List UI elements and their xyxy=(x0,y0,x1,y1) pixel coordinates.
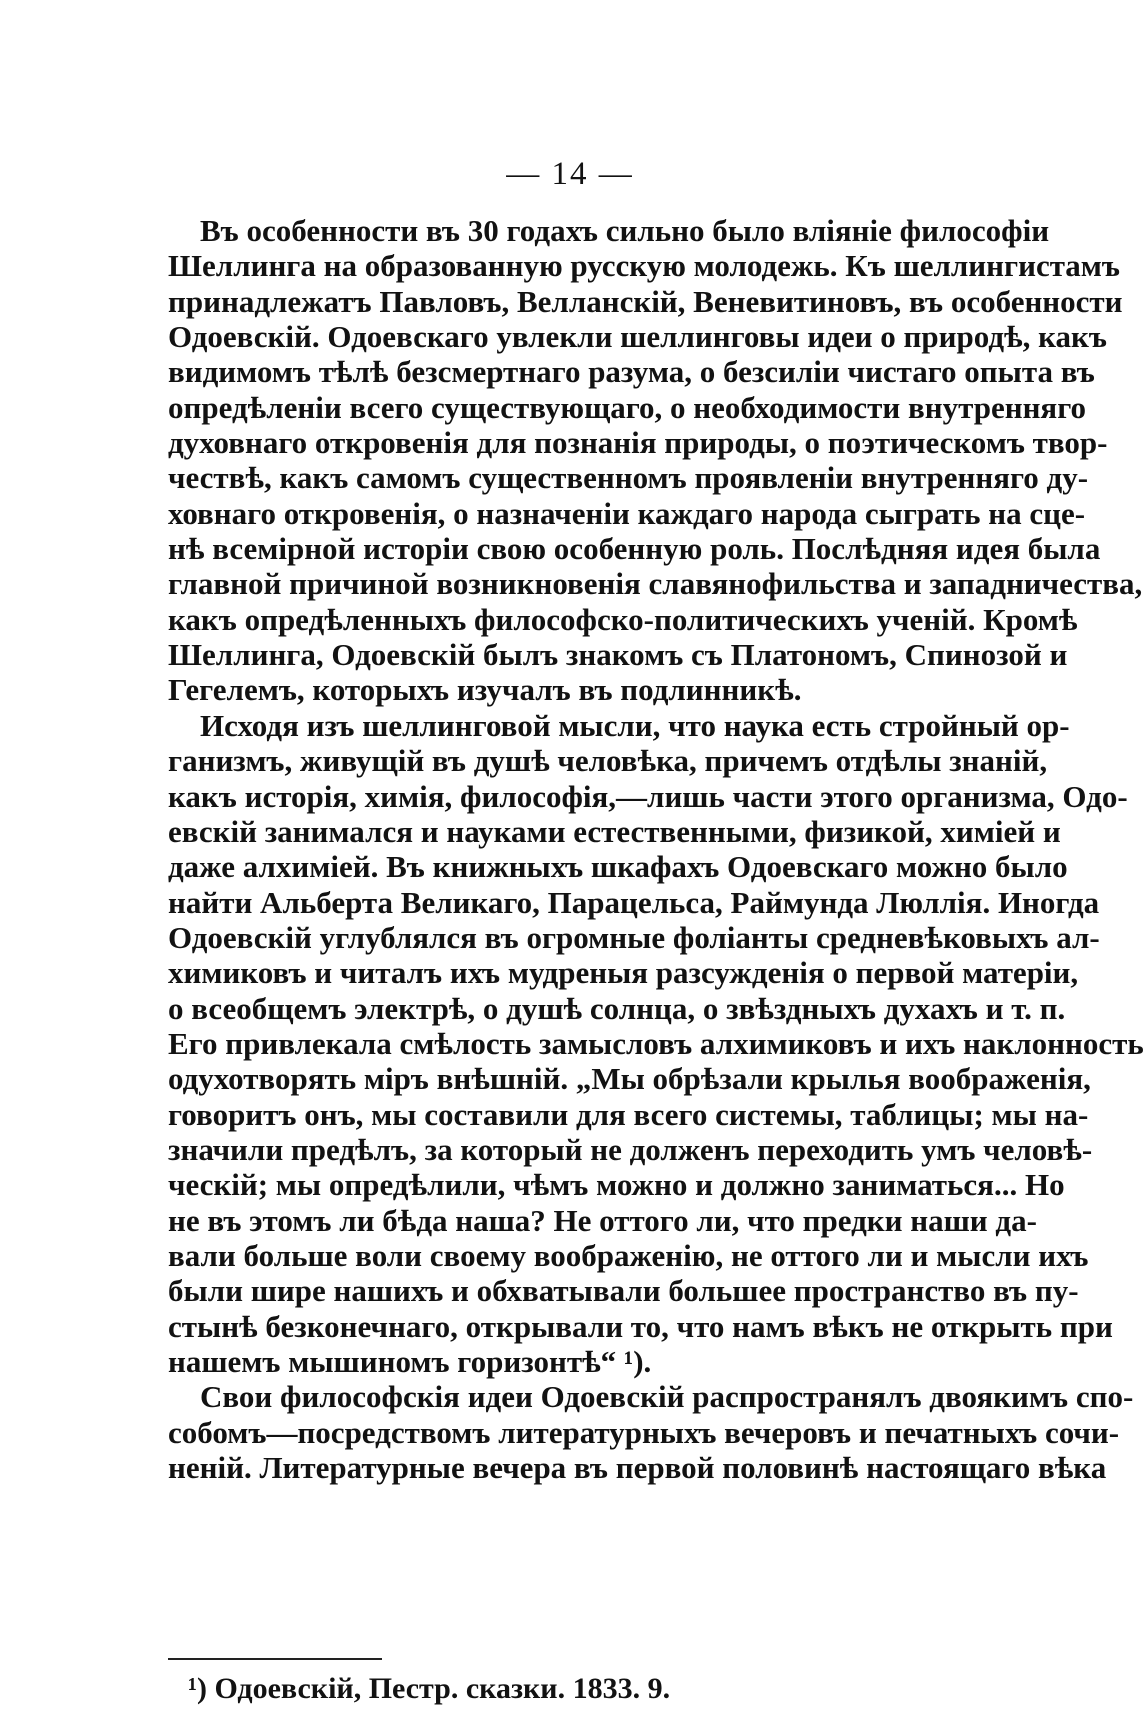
footnote-marker: ¹) xyxy=(188,1672,207,1705)
text-line: видимомъ тѣлѣ безсмертнаго разума, о безсиліи чистаго опыта въ xyxy=(168,354,1095,390)
body-text xyxy=(168,213,1144,1486)
text-line: Свои философскія идеи Одоевскій распространялъ двоякимъ спо- xyxy=(200,1379,1134,1415)
paragraph xyxy=(168,707,1144,1380)
text-line: даже алхиміей. Въ книжныхъ шкафахъ Одоевскаго можно было xyxy=(168,849,1068,885)
paragraph xyxy=(168,213,1143,708)
text-line: духовнаго откровенія для познанія природы, о поэтическомъ твор- xyxy=(168,425,1108,461)
text-line: стынѣ безконечнаго, открывали то, что намъ вѣкъ не открыть при xyxy=(168,1308,1113,1344)
text-line: принадлежатъ Павловъ, Велланскій, Веневитиновъ, въ особенности xyxy=(168,283,1123,319)
text-line: значили предѣлъ, за который не долженъ переходить умъ человѣ- xyxy=(168,1131,1093,1167)
text-line: химиковъ и читалъ ихъ мудреныя разсужденія о первой матеріи, xyxy=(168,955,1079,991)
text-line: Въ особенности въ 30 годахъ сильно было вліяніе философіи xyxy=(200,213,1050,248)
footnote-divider xyxy=(168,1658,382,1660)
text-line: какъ опредѣленныхъ философско-политическихъ ученій. Кромѣ xyxy=(168,601,1078,637)
footnote-text: Одоевскій, Пестр. сказки. 1833. 9. xyxy=(214,1672,671,1705)
text-line: были шире нашихъ и обхватывали большее пространство въ пу- xyxy=(168,1273,1079,1309)
text-line: Гегелемъ, которыхъ изучалъ въ подлинникѣ. xyxy=(168,672,802,708)
footnote xyxy=(188,1672,670,1706)
text-line: Одоевскій углублялся въ огромные фоліанты средневѣковыхъ ал- xyxy=(168,919,1100,955)
text-line: нашемъ мышиномъ горизонтѣ“ ¹). xyxy=(168,1344,652,1379)
text-line: собомъ—посредствомъ литературныхъ вечеровъ и печатныхъ сочи- xyxy=(168,1414,1120,1450)
text-line: говоритъ онъ, мы составили для всего системы, таблицы; мы на- xyxy=(168,1096,1089,1132)
text-line: Шеллинга, Одоевскій былъ знакомъ съ Платономъ, Спинозой и xyxy=(168,637,1068,673)
text-line: о всеобщемъ электрѣ, о душѣ солнца, о звѣздныхъ духахъ и т. п. xyxy=(168,990,1066,1026)
text-line: Одоевскій. Одоевскаго увлекли шеллинговы идеи о природѣ, какъ xyxy=(168,319,1107,355)
text-line: вали больше воли своему воображенію, не оттого ли и мысли ихъ xyxy=(168,1237,1089,1273)
text-line: Его привлекала смѣлость замысловъ алхимиковъ и ихъ наклонность xyxy=(168,1025,1144,1061)
page-number: — 14 — xyxy=(506,156,634,192)
text-line: ганизмъ, живущій въ душѣ человѣка, причемъ отдѣлы знаній, xyxy=(168,743,1048,779)
text-line: главной причиной возникновенія славянофильства и западничества, xyxy=(168,566,1143,602)
text-line: одухотворять міръ внѣшній. „Мы обрѣзали крылья воображенія, xyxy=(168,1061,1091,1097)
text-line: ховнаго откровенія, о назначеніи каждаго народа сыграть на сце- xyxy=(168,495,1086,531)
text-line: неній. Литературные вечера въ первой половинѣ настоящаго вѣка xyxy=(168,1450,1107,1486)
text-line: чествѣ, какъ самомъ существенномъ проявленіи внутренняго ду- xyxy=(168,460,1089,496)
text-line: какъ исторія, химія, философія,—лишь части этого организма, Одо- xyxy=(168,778,1128,814)
text-line: нѣ всемірной исторіи свою особенную роль. Послѣдняя идея была xyxy=(168,531,1101,567)
text-line: не въ этомъ ли бѣда наша? Не оттого ли, что предки наши да- xyxy=(168,1202,1037,1238)
paragraph xyxy=(168,1379,1134,1486)
text-line: опредѣленіи всего существующаго, о необходимости внутренняго xyxy=(168,389,1087,425)
text-line: ческій; мы опредѣлили, чѣмъ можно и должно заниматься... Но xyxy=(168,1167,1065,1203)
text-line: евскій занимался и науками естественными, физикой, химіей и xyxy=(168,813,1061,849)
text-line: найти Альберта Великаго, Парацельса, Раймунда Люллія. Иногда xyxy=(168,884,1100,920)
text-line: Исходя изъ шеллинговой мысли, что наука есть стройный ор- xyxy=(200,707,1070,743)
text-line: Шеллинга на образованную русскую молодежь. Къ шеллингистамъ xyxy=(168,248,1120,284)
